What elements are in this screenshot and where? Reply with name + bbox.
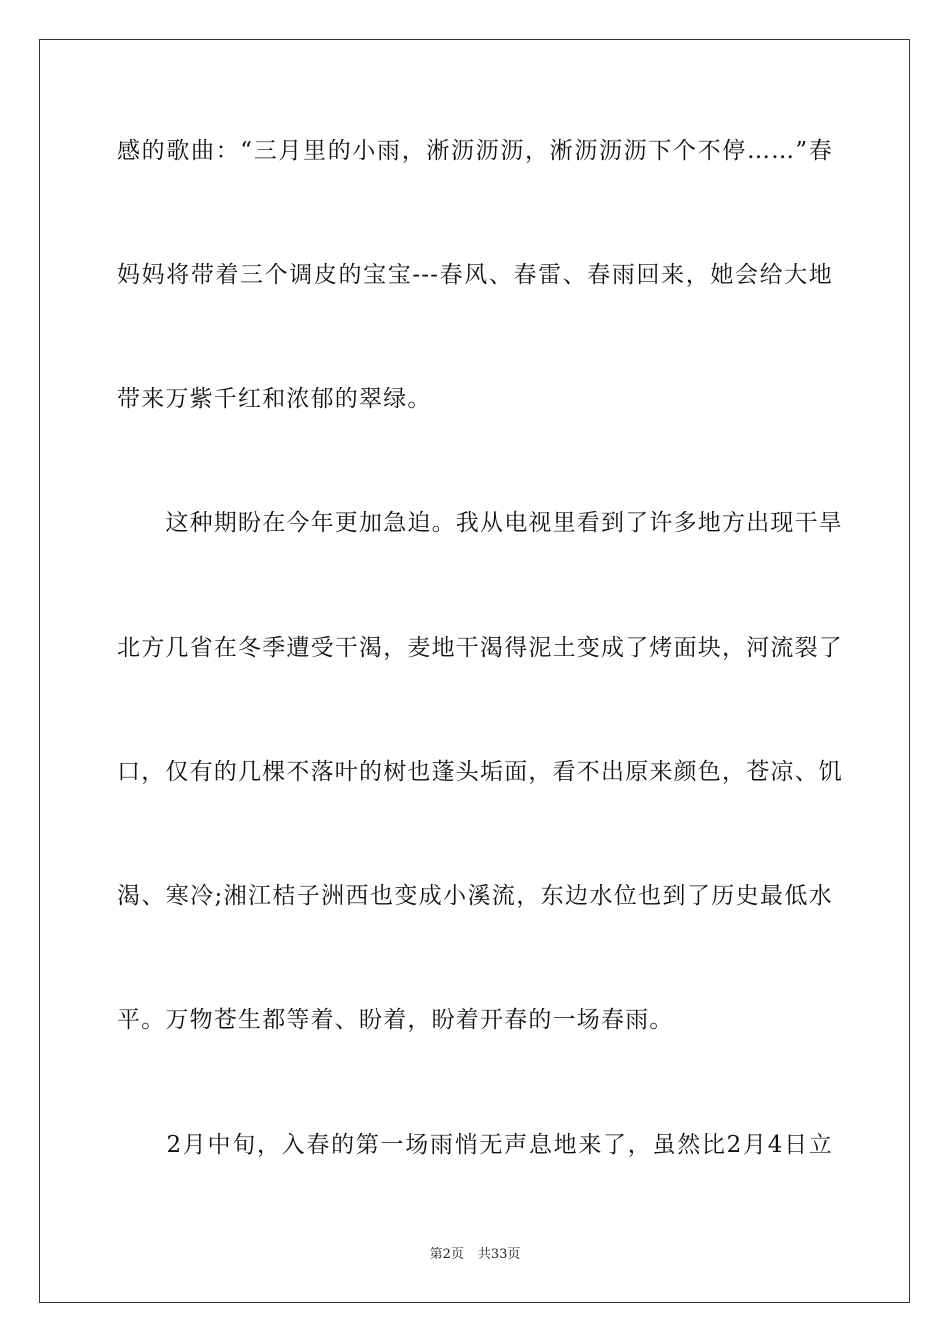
text-line-8: 平。万物苍生都等着、盼着，盼着开春的一场春雨。 [117,1007,674,1033]
text-line-5: 北方几省在冬季遭受干渴，麦地干渴得泥土变成了烤面块，河流裂了 [117,635,843,661]
page-number-total: 共33页 [477,1247,521,1262]
page-border [39,39,910,1303]
text-line-3: 带来万紫千红和浓郁的翠绿。 [117,386,432,412]
text-line-9: 2月中旬，入春的第一场雨悄无声息地来了，虽然比2月4日立 [117,1132,833,1158]
page-footer [0,1246,950,1264]
text-line-1: 感的歌曲：“三月里的小雨，淅沥沥沥，淅沥沥沥下个不停……”春 [117,138,833,164]
text-line-6: 口，仅有的几棵不落叶的树也蓬头垢面，看不出原来颜色，苍凉、饥 [117,759,843,785]
text-line-4: 这种期盼在今年更加急迫。我从电视里看到了许多地方出现干旱 [117,510,843,536]
text-line-2: 妈妈将带着三个调皮的宝宝---春风、春雷、春雨回来，她会给大地 [117,262,833,288]
page-number-current: 第2页 [429,1247,464,1262]
text-line-7: 渴、寒冷;湘江桔子洲西也变成小溪流，东边水位也到了历史最低水 [117,883,833,909]
